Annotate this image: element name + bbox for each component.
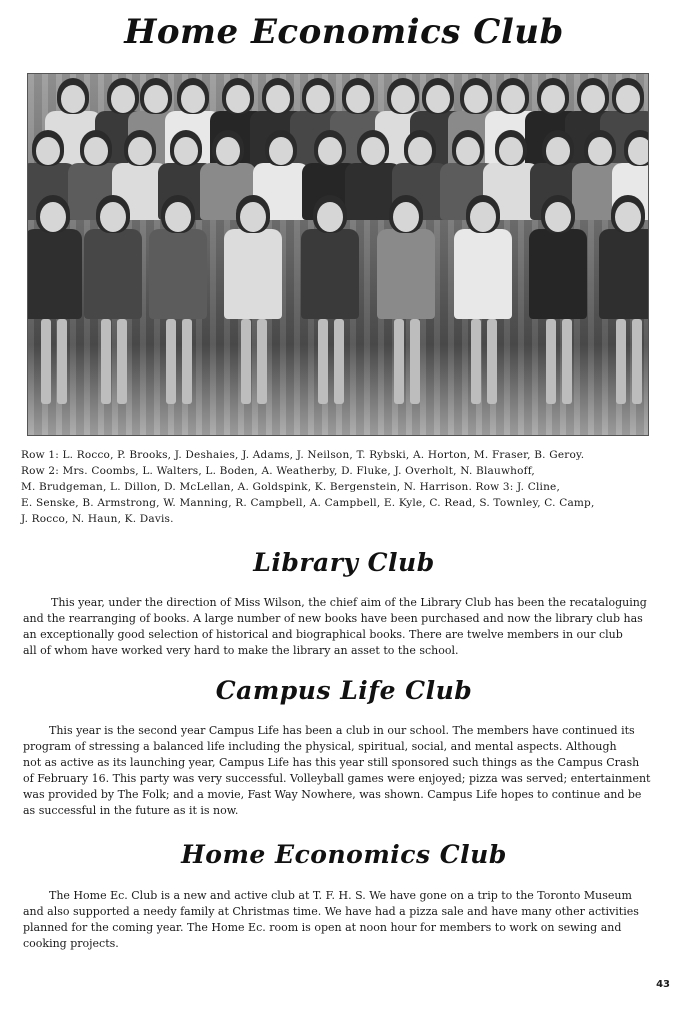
caption-line: M. Brudgeman, L. Dillon, D. McLellan, A. Goldspink, K. Bergenstein, N. Harrison. Row 3: J. Cline, bbox=[21, 481, 560, 493]
text-line: was provided by The Folk; and a movie, Fast Way Nowhere, was shown. Campus Life hopes to continue and be bbox=[23, 788, 642, 801]
text-line: cooking projects. bbox=[23, 937, 119, 950]
text-line: and the rearranging of books. A large number of new books have been purchased and now the library club has bbox=[23, 612, 643, 625]
caption-line: Row 1: L. Rocco, P. Brooks, J. Deshaies, J. Adams, J. Neilson, T. Rybski, A. Horton, M. Fraser, B. Geroy. bbox=[21, 449, 585, 461]
text-line: This year is the second year Campus Life has been a club in our school. The members have continued its bbox=[49, 724, 635, 737]
campus-life-heading: Campus Life Club bbox=[215, 676, 473, 705]
library-club-heading: Library Club bbox=[253, 548, 435, 577]
caption-line: Row 2: Mrs. Coombs, L. Walters, L. Boden, A. Weatherby, D. Fluke, J. Overholt, N. Blauwhoff, bbox=[21, 465, 535, 477]
home-economics-text bbox=[23, 888, 655, 952]
caption-line: E. Senske, B. Armstrong, W. Manning, R. Campbell, A. Campbell, E. Kyle, C. Read, S. Townley, C. Camp, bbox=[21, 497, 595, 509]
page-number: 43 bbox=[656, 979, 670, 990]
text-line: of February 16. This party was very successful. Volleyball games were enjoyed; pizza was served; entertainment bbox=[23, 772, 651, 785]
text-line: This year, under the direction of Miss Wilson, the chief aim of the Library Club has been the recataloguing bbox=[51, 596, 647, 609]
home-economics-heading: Home Economics Club bbox=[181, 840, 507, 869]
group-photo bbox=[27, 73, 649, 436]
campus-life-text bbox=[23, 723, 655, 819]
library-club-text bbox=[23, 595, 655, 659]
text-line: and also supported a needy family at Christmas time. We have had a pizza sale and have many other activities bbox=[23, 905, 639, 918]
text-line: not as active as its launching year, Campus Life has this year still sponsored such things as the Campus Crash bbox=[23, 756, 640, 769]
text-line: program of stressing a balanced life including the physical, spiritual, social, and mental aspects. Although bbox=[23, 740, 617, 753]
text-line: all of whom have worked very hard to make the library an asset to the school. bbox=[23, 644, 459, 657]
text-line: planned for the coming year. The Home Ec. room is open at noon hour for members to work on sewing and bbox=[23, 921, 622, 934]
text-line: The Home Ec. Club is a new and active club at T. F. H. S. We have gone on a trip to the Toronto Museum bbox=[49, 889, 632, 902]
page-title: Home Economics Club bbox=[124, 12, 564, 52]
text-line: as successful in the future as it is now. bbox=[23, 804, 239, 817]
caption-line: J. Rocco, N. Haun, K. Davis. bbox=[21, 513, 174, 525]
photo-caption bbox=[21, 447, 671, 527]
text-line: an exceptionally good selection of historical and biographical books. There are twelve members in our club bbox=[23, 628, 623, 641]
